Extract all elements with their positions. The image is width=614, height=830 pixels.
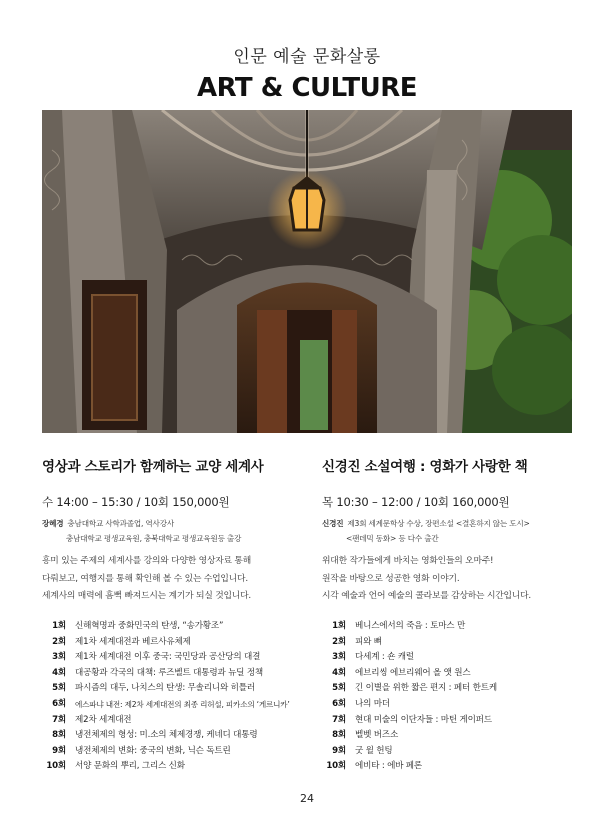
course-schedule: 수 14:00 – 15:30 / 10회 150,000원 bbox=[42, 495, 230, 509]
session-number: 10회 bbox=[46, 761, 66, 772]
session-number: 8회 bbox=[52, 730, 66, 741]
session-topic: 현대 미술의 이단자들 : 마틴 게이퍼드 bbox=[355, 714, 492, 725]
session-row bbox=[42, 744, 302, 760]
session-number: 7회 bbox=[332, 714, 346, 725]
session-topic: 에비타 : 에바 페론 bbox=[355, 761, 423, 772]
session-number: 9회 bbox=[332, 745, 346, 756]
session-topic: 다세계 : 숀 캐럴 bbox=[355, 652, 414, 663]
session-topic: 에스파냐 내전: 제2차 세계대전의 최종 리허설, 피카소의 ‘게르니카’ bbox=[75, 699, 290, 709]
session-number: 2회 bbox=[52, 636, 66, 647]
page-header bbox=[0, 42, 614, 103]
session-number: 7회 bbox=[52, 714, 66, 725]
instructor-line1: 충남대학교 사학과졸업, 역사강사 bbox=[67, 519, 174, 528]
header-title: ART & CULTURE bbox=[196, 73, 418, 103]
session-number: 5회 bbox=[52, 683, 66, 694]
session-topic: 피와 뼈 bbox=[355, 636, 382, 647]
description-line: 위대한 작가들에게 바치는 영화인들의 오마주! bbox=[322, 556, 494, 566]
session-number: 3회 bbox=[332, 652, 346, 663]
session-topic: 긴 이별을 위한 짧은 편지 : 페터 한트케 bbox=[355, 683, 497, 694]
description-line: 원작을 바탕으로 성공한 영화 이야기. bbox=[322, 573, 460, 584]
session-number: 10회 bbox=[326, 761, 346, 772]
session-number: 3회 bbox=[52, 652, 66, 663]
session-topic: 에브리씽 에브리웨어 올 앳 원스 bbox=[355, 667, 471, 678]
session-row bbox=[42, 713, 302, 729]
course-title: 신경진 소설여행 : 영화가 사랑한 책 bbox=[322, 459, 528, 475]
session-number: 9회 bbox=[52, 745, 66, 756]
session-number: 8회 bbox=[332, 730, 346, 741]
session-row bbox=[42, 681, 302, 697]
instructor-info bbox=[42, 516, 292, 546]
session-topic: 제1차 세계대전 이후 중국: 국민당과 공산당의 대결 bbox=[75, 652, 261, 663]
session-topic: 서양 문화의 뿌리, 그리스 신화 bbox=[75, 761, 185, 772]
session-topic: 냉전체제의 형성: 미.소의 체제경쟁, 케네디 대통령 bbox=[75, 730, 258, 741]
session-list bbox=[42, 619, 302, 775]
description-line: 세계사의 매력에 흠뻑 빠져드시는 계기가 되실 것입니다. bbox=[42, 591, 252, 601]
session-row bbox=[322, 635, 582, 651]
course-novel-film bbox=[322, 455, 572, 546]
session-number: 5회 bbox=[332, 683, 346, 694]
session-topic: 제1차 세계대전과 베르사유체제 bbox=[75, 636, 191, 647]
session-list bbox=[322, 619, 582, 775]
description-line: 흥미 있는 주제의 세계사를 강의와 다양한 영상자료 통해 bbox=[42, 556, 252, 566]
instructor-line2: <팬데믹 동화> 등 다수 출간 bbox=[346, 534, 439, 543]
session-topic: 신해혁명과 중화민국의 탄생, “송가황조” bbox=[75, 621, 224, 631]
session-topic: 베니스에서의 죽음 : 토마스 만 bbox=[355, 621, 466, 631]
session-topic: 냉전체제의 변화: 중국의 변화, 닉슨 독트린 bbox=[75, 745, 231, 756]
session-row bbox=[42, 635, 302, 651]
course-world-history bbox=[42, 455, 292, 546]
instructor-name: 장혜경 bbox=[42, 519, 64, 528]
course-title: 영상과 스토리가 함께하는 교양 세계사 bbox=[42, 459, 264, 475]
session-row bbox=[322, 759, 582, 775]
session-number: 4회 bbox=[332, 667, 346, 678]
description-line: 다뤄보고, 여행지를 통해 확인해 볼 수 있는 수업입니다. bbox=[42, 573, 248, 584]
header-subtitle: 인문 예술 문화살롱 bbox=[233, 47, 381, 67]
instructor-line1: 제3회 세계문학상 수상, 장편소설 <결혼하지 않는 도시> bbox=[347, 519, 530, 528]
session-number: 1회 bbox=[332, 621, 346, 631]
session-row bbox=[322, 744, 582, 760]
session-number: 6회 bbox=[52, 698, 66, 709]
session-row bbox=[42, 619, 302, 635]
page-number: 24 bbox=[300, 792, 314, 805]
session-row bbox=[42, 759, 302, 775]
session-number: 1회 bbox=[52, 621, 66, 631]
course-description bbox=[42, 553, 302, 606]
session-topic: 나의 마더 bbox=[355, 698, 390, 709]
session-row bbox=[322, 666, 582, 682]
session-topic: 대공황과 각국의 대책: 루즈벨트 대통령과 뉴딜 정책 bbox=[75, 667, 264, 678]
gothic-archway-photo bbox=[42, 110, 572, 433]
session-number: 2회 bbox=[332, 636, 346, 647]
description-line: 시각 예술과 언어 예술의 콜라보를 감상하는 시간입니다. bbox=[322, 591, 532, 601]
session-topic: 제2차 세계대전 bbox=[75, 714, 132, 725]
session-row bbox=[42, 650, 302, 666]
instructor-info bbox=[322, 516, 572, 546]
session-topic: 파시즘의 대두, 나치스의 탄생: 무솔리니와 히틀러 bbox=[75, 683, 255, 694]
session-row bbox=[322, 697, 582, 713]
session-row bbox=[42, 728, 302, 744]
instructor-line2: 충남대학교 평생교육원, 충북대학교 평생교육원등 출강 bbox=[66, 534, 242, 543]
session-row bbox=[322, 728, 582, 744]
session-row bbox=[322, 619, 582, 635]
session-topic: 굿 윌 헌팅 bbox=[355, 745, 393, 756]
session-topic: 벨벳 버즈소 bbox=[355, 730, 399, 741]
session-row bbox=[322, 681, 582, 697]
session-row bbox=[42, 697, 302, 713]
session-number: 6회 bbox=[332, 698, 346, 709]
course-schedule: 목 10:30 – 12:00 / 10회 160,000원 bbox=[322, 495, 510, 509]
session-row bbox=[322, 713, 582, 729]
instructor-name: 신경진 bbox=[322, 519, 344, 528]
session-row bbox=[322, 650, 582, 666]
session-row bbox=[42, 666, 302, 682]
course-description bbox=[322, 553, 582, 606]
session-number: 4회 bbox=[52, 667, 66, 678]
